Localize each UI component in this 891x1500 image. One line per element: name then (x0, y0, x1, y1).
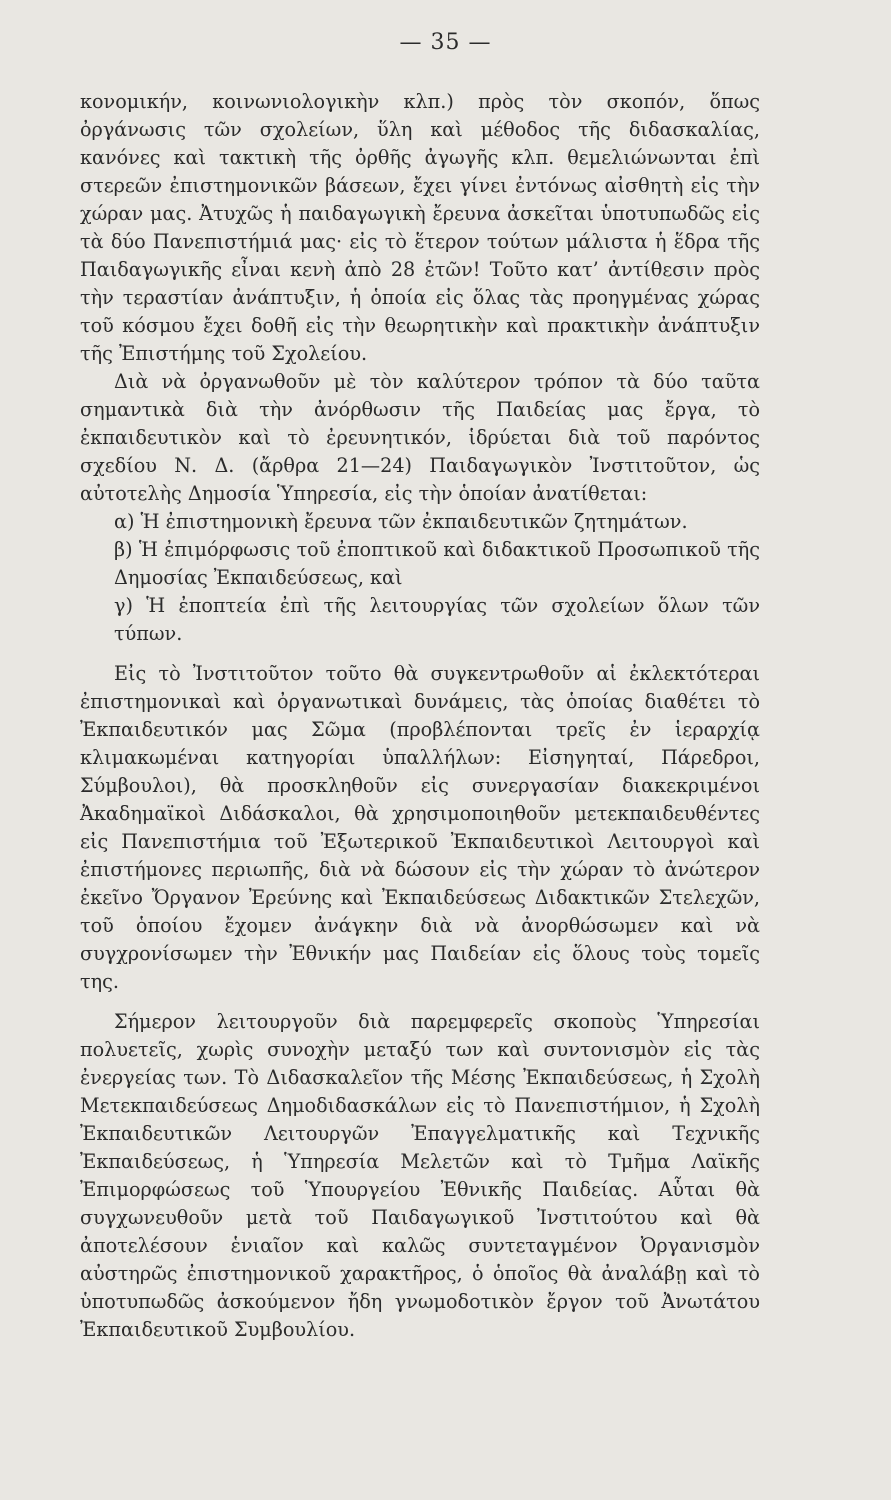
body-text (80, 88, 760, 1344)
paragraph: Σήμερον λειτουργοῦν διὰ παρεμφερεῖς σκοποὺς Ὑπηρεσίαι πολυετεῖς, χωρὶς συνοχὴν μεταξύ των καὶ συντονισμὸν εἰς τὰς ἐνεργείας των. Τὸ Διδασκαλεῖον τῆς Μέσης Ἐκπαιδεύσεως, ἡ Σχολὴ Μετεκπαιδεύσεως Δημοδιδασκάλων εἰς τὸ Πανεπιστήμιον, ἡ Σχολὴ Ἐκπαιδευτικῶν Λειτουργῶν Ἐπαγγελματικῆς καὶ Τεχνικῆς Ἐκπαιδεύσεως, ἡ Ὑπηρεσία Μελετῶν καὶ τὸ Τμῆμα Λαϊκῆς Ἐπιμορφώσεως τοῦ Ὑπουργείου Ἐθνικῆς Παιδείας. Αὗται θὰ συγχωνευθοῦν μετὰ τοῦ Παιδαγωγικοῦ Ἰνστιτούτου καὶ θὰ ἀποτελέσουν ἑνιαῖον καὶ καλῶς συντεταγμένον Ὀργανισμὸν αὐστηρῶς ἐπιστημονικοῦ χαρακτῆρος, ὁ ὁποῖος θὰ ἀναλάβῃ καὶ τὸ ὑποτυπωδῶς ἀσκούμενον ἤδη γνωμοδοτικὸν ἔργον τοῦ Ἀνωτάτου Ἐκπαιδευτικοῦ Συμβουλίου. (80, 1010, 760, 1341)
page-number: — 35 — (399, 30, 492, 55)
paragraph: Διὰ νὰ ὀργανωθοῦν μὲ τὸν καλύτερον τρόπον τὰ δύο ταῦτα σημαντικὰ διὰ τὴν ἀνόρθωσιν τῆς Παιδείας μας ἔργα, τὸ ἐκπαιδευτικὸν καὶ τὸ ἐρευνητικόν, ἱδρύεται διὰ τοῦ παρόντος σχεδίου Ν. Δ. (ἄρθρα 21—24) Παιδαγωγικὸν Ἰνστιτοῦτον, ὡς αὐτοτελὴς Δημοσία Ὑπηρεσία, εἰς τὴν ὁποίαν ἀνατίθεται: (80, 370, 760, 505)
list-item: γ) Ἡ ἐποπτεία ἐπὶ τῆς λειτουργίας τῶν σχολείων ὅλων τῶν τύπων. (114, 594, 760, 645)
paragraph: κονομικήν, κοινωνιολογικὴν κλπ.) πρὸς τὸν σκοπόν, ὅπως ὀργάνωσις τῶν σχολείων, ὕλη καὶ μέθοδος τῆς διδασκαλίας, κανόνες καὶ τακτικὴ τῆς ὀρθῆς ἀγωγῆς κλπ. θεμελιώνωνται ἐπὶ στερεῶν ἐπιστημονικῶν βάσεων, ἔχει γίνει ἐντόνως αἰσθητὴ εἰς τὴν χώραν μας. Ἀτυχῶς ἡ παιδαγωγικὴ ἔρευνα ἀσκεῖται ὑποτυπωδῶς εἰς τὰ δύο Πανεπιστήμιά μας· εἰς τὸ ἕτερον τούτων μάλιστα ἡ ἕδρα τῆς Παιδαγωγικῆς εἶναι κενὴ ἀπὸ 28 ἐτῶν! Τοῦτο κατ’ ἀντίθεσιν πρὸς τὴν τεραστίαν ἀνάπτυξιν, ἡ ὁποία εἰς ὅλας τὰς προηγμένας χώρας τοῦ κόσμου ἔχει δοθῆ εἰς τὴν θεωρητικὴν καὶ πρακτικὴν ἀνάπτυξιν τῆς Ἐπιστήμης τοῦ Σχολείου. (80, 90, 760, 365)
list-item: β) Ἡ ἐπιμόρφωσις τοῦ ἐποπτικοῦ καὶ διδακτικοῦ Προσωπικοῦ τῆς Δημοσίας Ἐκπαιδεύσεως, καὶ (114, 538, 760, 589)
paragraph: Εἰς τὸ Ἰνστιτοῦτον τοῦτο θὰ συγκεντρωθοῦν αἱ ἐκλεκτότεραι ἐπιστημονικαὶ καὶ ὀργανωτικαὶ δυνάμεις, τὰς ὁποίας διαθέτει τὸ Ἐκπαιδευτικόν μας Σῶμα (προβλέπονται τρεῖς ἐν ἱεραρχίᾳ κλιμακωμέναι κατηγορίαι ὑπαλλήλων: Εἰσηγηταί, Πάρεδροι, Σύμβουλοι), θὰ προσκληθοῦν εἰς συνεργασίαν διακεκριμένοι Ἀκαδημαϊκοὶ Διδάσκαλοι, θὰ χρησιμοποιηθοῦν μετεκπαιδευθέντες εἰς Πανεπιστήμια τοῦ Ἐξωτερικοῦ Ἐκπαιδευτικοὶ Λειτουργοὶ καὶ ἐπιστήμονες περιωπῆς, διὰ νὰ δώσουν εἰς τὴν χώραν τὸ ἀνώτερον ἐκεῖνο Ὄργανον Ἐρεύνης καὶ Ἐκπαιδεύσεως Διδακτικῶν Στελεχῶν, τοῦ ὁποίου ἔχομεν ἀνάγκην διὰ νὰ ἀνορθώσωμεν καὶ νὰ συγχρονίσωμεν τὴν Ἐθνικήν μας Παιδείαν εἰς ὅλους τοὺς τομεῖς της. (80, 662, 760, 993)
list-item: α) Ἡ ἐπιστημονικὴ ἔρευνα τῶν ἐκπαιδευτικῶν ζητημάτων. (114, 510, 688, 533)
